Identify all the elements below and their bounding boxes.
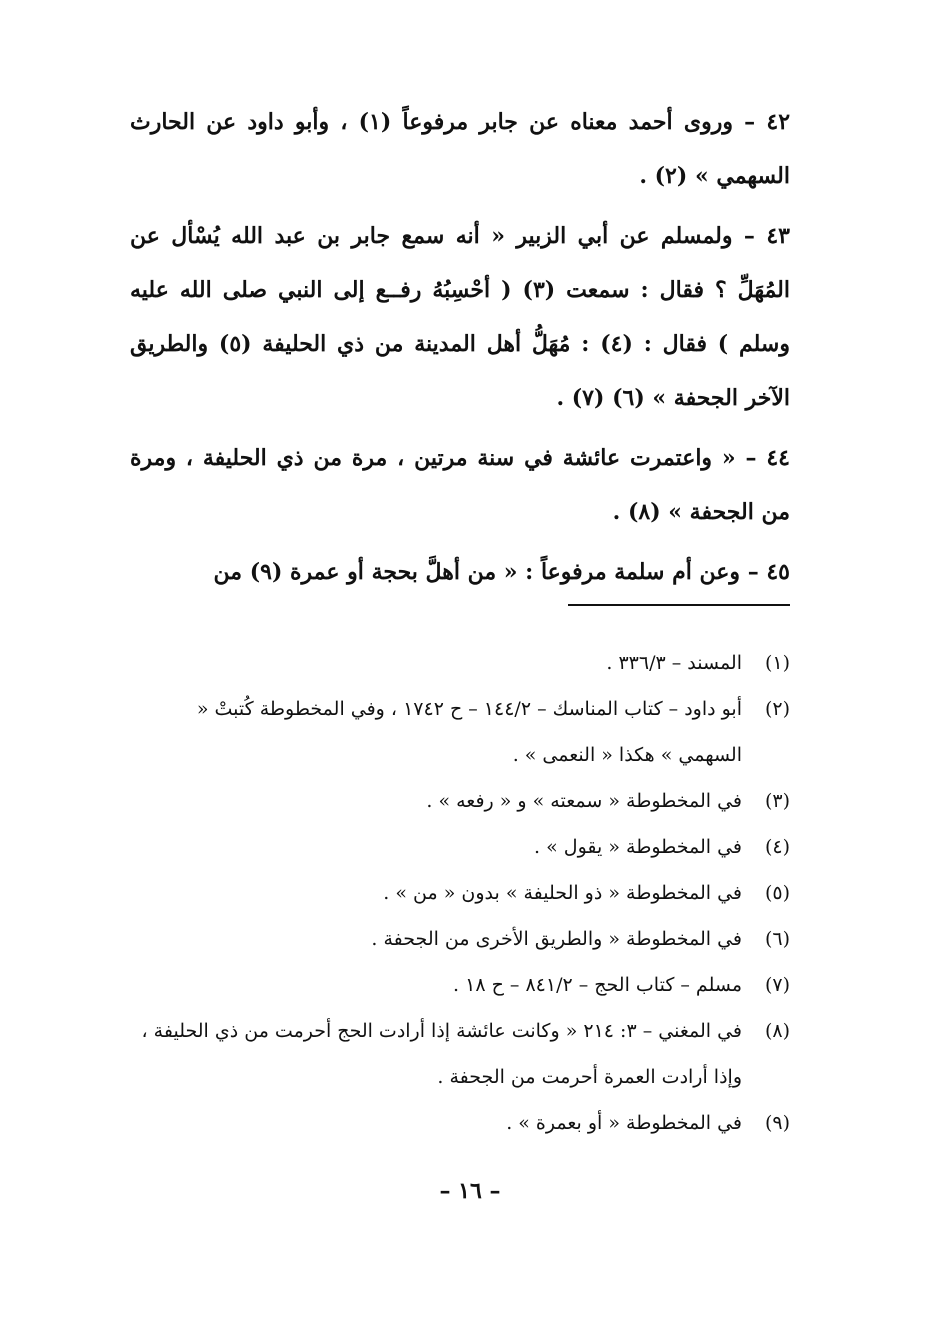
footnote-4 [130, 824, 790, 870]
footnote-text: في المغني – ٣: ٢١٤ « وكانت عائشة إذا أرادت الحج أحرمت من ذي الحليفة ، وإذا أرادت العمرة أحرمت من الجحفة . [141, 1020, 742, 1088]
footnote-number: (٦) [764, 928, 790, 950]
footnote-9 [130, 1100, 790, 1146]
paragraph-43: ٤٣ – ولمسلم عن أبي الزبير « أنه سمع جابر بن عبد الله يُسْأل عن المُهَلِّ ؟ فقال : سمعت (٣) ( أحْسِبُهُ رفــع إلى النبي صلى الله عليه وسلم ) فقال : (٤) : مُهَلُّ أهل المدينة من ذي الحليفة (٥) والطريق الآخر الجحفة » (٦) (٧) . [130, 223, 790, 411]
footnote-number: (١) [764, 652, 790, 674]
paragraph-42: ٤٢ – وروى أحمد معناه عن جابر مرفوعاً (١) ، وأبو داود عن الحارث السهمي » (٢) . [130, 109, 791, 189]
footnote-1 [130, 640, 790, 686]
footnote-text: في المخطوطة « أو بعمرة » . [506, 1112, 742, 1134]
footnotes [130, 640, 790, 1146]
footnote-text: مسلم – كتاب الحج – ٨٤١/٢ – ح ١٨ . [453, 974, 742, 996]
footnote-6 [130, 916, 790, 962]
page-number: – ١٦ – [439, 1178, 501, 1204]
footnote-3 [130, 778, 790, 824]
footnote-number: (٨) [764, 1020, 790, 1042]
footnote-2 [130, 686, 790, 778]
footnote-5 [130, 870, 790, 916]
footnote-text: في المخطوطة « سمعته » و « رفعه » . [426, 790, 742, 812]
paragraph-45: ٤٥ – وعن أم سلمة مرفوعاً : « من أهلَّ بحجة أو عمرة (٩) من [213, 559, 790, 585]
footnote-text: في المخطوطة « ذو الحليفة » بدون « من » . [383, 882, 742, 904]
footnote-text: المسند – ٣٣٦/٣ . [606, 652, 742, 674]
footnote-number: (٥) [764, 882, 790, 904]
footnote-8 [130, 1008, 790, 1100]
footnote-number: (٧) [764, 974, 790, 996]
footnote-text: في المخطوطة « يقول » . [534, 836, 742, 858]
footnote-text: في المخطوطة « والطريق الأخرى من الجحفة . [371, 928, 742, 950]
footnote-number: (٣) [764, 790, 790, 812]
main-text [130, 95, 790, 605]
footnote-number: (٩) [764, 1112, 790, 1134]
footnote-number: (٤) [764, 836, 790, 858]
footnote-divider [568, 604, 790, 606]
footnote-text: أبو داود – كتاب المناسك – ١٤٤/٢ – ح ١٧٤٢ ، وفي المخطوطة كُتبتْ « السهمي » هكذا « النعمى » . [196, 698, 742, 766]
footnote-number: (٢) [764, 698, 790, 720]
footnote-7 [130, 962, 790, 1008]
paragraph-44: ٤٤ – « واعتمرت عائشة في سنة مرتين ، مرة من ذي الحليفة ، ومرة من الجحفة » (٨) . [130, 445, 790, 525]
